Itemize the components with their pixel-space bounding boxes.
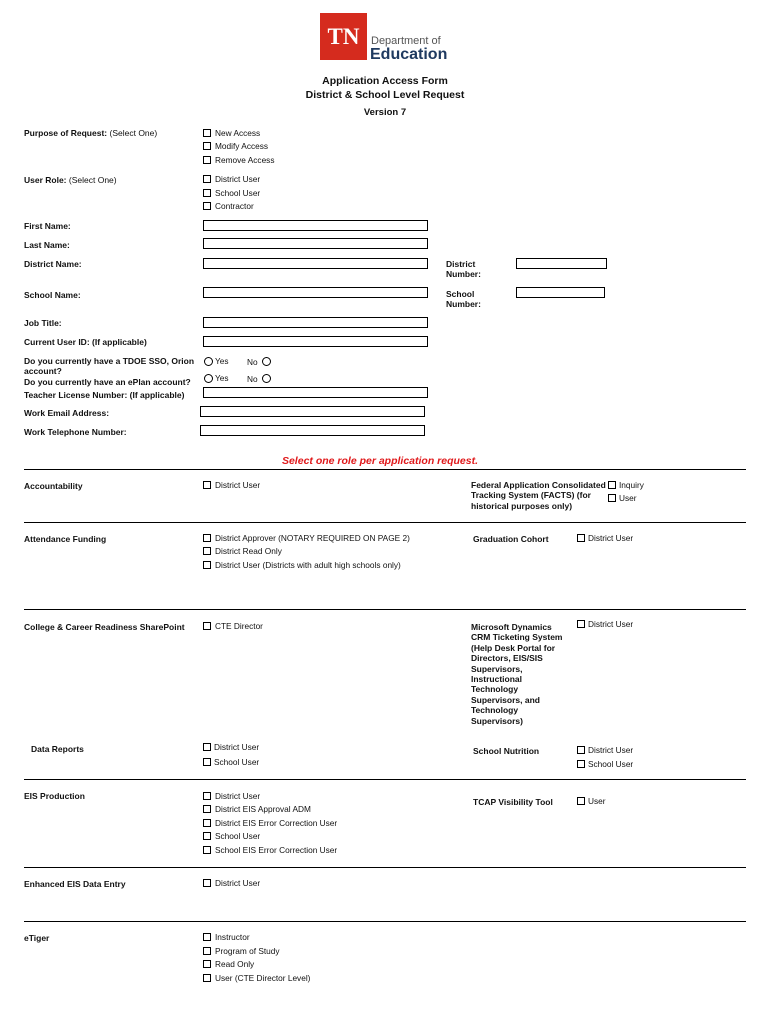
option-label: District User (Districts with adult high schools only) bbox=[215, 560, 401, 570]
first-name-label: First Name: bbox=[24, 221, 71, 231]
divider bbox=[24, 779, 746, 780]
checkbox-eis-district[interactable] bbox=[203, 792, 211, 800]
checkbox-attendance-approver[interactable] bbox=[203, 534, 211, 542]
school-number-label: School Number: bbox=[446, 289, 481, 310]
form-version: Version 7 bbox=[363, 107, 407, 118]
checkbox-eis-school[interactable] bbox=[203, 832, 211, 840]
option-label: User (CTE Director Level) bbox=[215, 973, 311, 983]
no-label: No bbox=[247, 374, 258, 384]
option-label: District User bbox=[588, 745, 634, 755]
sso-yes-radio[interactable] bbox=[204, 357, 213, 366]
school-number-field[interactable] bbox=[516, 287, 605, 298]
form-title: Application Access Form bbox=[322, 75, 448, 87]
job-title-label: Job Title: bbox=[24, 318, 62, 328]
section-facts: Federal Application Consolidated Tracking System (FACTS) (for historical purposes only) bbox=[471, 480, 606, 511]
form-subtitle: District & School Level Request bbox=[305, 89, 465, 101]
option-label: District Approver (NOTARY REQUIRED ON PAGE 2) bbox=[215, 533, 410, 543]
logo-name: Education bbox=[370, 46, 448, 63]
option-label: New Access bbox=[215, 128, 261, 138]
checkbox-district-user[interactable] bbox=[203, 175, 211, 183]
checkbox-etiger-user[interactable] bbox=[203, 974, 211, 982]
checkbox-accountability-district[interactable] bbox=[203, 481, 211, 489]
district-name-field[interactable] bbox=[203, 258, 428, 269]
checkbox-etiger-read-only[interactable] bbox=[203, 960, 211, 968]
sso-question: Do you currently have a TDOE SSO, Orion account? bbox=[24, 356, 195, 377]
section-enhanced-eis: Enhanced EIS Data Entry bbox=[24, 879, 126, 889]
section-tcap: TCAP Visibility Tool bbox=[473, 797, 553, 807]
checkbox-enhanced-district[interactable] bbox=[203, 879, 211, 887]
role-notice: Select one role per application request. bbox=[281, 455, 479, 467]
checkbox-modify-access[interactable] bbox=[203, 142, 211, 150]
option-label: Instructor bbox=[215, 932, 250, 942]
logo-dept: Department of bbox=[371, 35, 441, 47]
checkbox-eis-school-error[interactable] bbox=[203, 846, 211, 854]
option-label: School User bbox=[588, 759, 634, 769]
license-label: Teacher License Number: (If applicable) bbox=[24, 390, 185, 400]
divider bbox=[24, 609, 746, 610]
checkbox-new-access[interactable] bbox=[203, 129, 211, 137]
yes-label: Yes bbox=[215, 373, 229, 383]
eplan-question: Do you currently have an ePlan account? bbox=[24, 377, 191, 387]
section-crm: Microsoft Dynamics CRM Ticketing System (Help Desk Portal for Directors, EIS/SIS Supervisors, Instructional Technology Supervisors, and Technology Supervisors) bbox=[471, 622, 563, 726]
no-label: No bbox=[247, 357, 258, 367]
checkbox-data-reports-school[interactable] bbox=[203, 758, 211, 766]
option-label: District Read Only bbox=[215, 546, 282, 556]
section-graduation: Graduation Cohort bbox=[473, 534, 549, 544]
checkbox-eis-district-error[interactable] bbox=[203, 819, 211, 827]
license-field[interactable] bbox=[203, 387, 428, 398]
yes-label: Yes bbox=[215, 356, 229, 366]
option-label: Program of Study bbox=[215, 946, 280, 956]
option-label: Read Only bbox=[215, 959, 255, 969]
phone-label: Work Telephone Number: bbox=[24, 427, 127, 437]
checkbox-nutrition-district[interactable] bbox=[577, 746, 585, 754]
divider bbox=[24, 921, 746, 922]
checkbox-remove-access[interactable] bbox=[203, 156, 211, 164]
checkbox-facts-inquiry[interactable] bbox=[608, 481, 616, 489]
section-attendance: Attendance Funding bbox=[24, 534, 107, 544]
purpose-label: Purpose of Request: (Select One) bbox=[24, 128, 158, 138]
option-label: Remove Access bbox=[215, 155, 275, 165]
option-label: Modify Access bbox=[215, 141, 269, 151]
section-nutrition: School Nutrition bbox=[473, 746, 540, 756]
section-ccr: College & Career Readiness SharePoint bbox=[24, 622, 185, 632]
option-label: School EIS Error Correction User bbox=[215, 845, 338, 855]
school-name-field[interactable] bbox=[203, 287, 428, 298]
current-user-id-label: Current User ID: (If applicable) bbox=[24, 337, 147, 347]
district-number-field[interactable] bbox=[516, 258, 607, 269]
checkbox-etiger-instructor[interactable] bbox=[203, 933, 211, 941]
option-label: District User bbox=[215, 791, 261, 801]
option-label: District User bbox=[214, 742, 260, 752]
option-label: Inquiry bbox=[619, 480, 644, 490]
checkbox-facts-user[interactable] bbox=[608, 494, 616, 502]
checkbox-eis-approval[interactable] bbox=[203, 805, 211, 813]
checkbox-crm-district[interactable] bbox=[577, 620, 585, 628]
role-label: User Role: (Select One) bbox=[24, 175, 117, 185]
email-field[interactable] bbox=[200, 406, 425, 417]
option-label: User bbox=[619, 493, 637, 503]
school-name-label: School Name: bbox=[24, 290, 81, 300]
sso-no-radio[interactable] bbox=[262, 357, 271, 366]
job-title-field[interactable] bbox=[203, 317, 428, 328]
divider bbox=[24, 469, 746, 470]
email-label: Work Email Address: bbox=[24, 408, 110, 418]
checkbox-etiger-program[interactable] bbox=[203, 947, 211, 955]
option-label: School User bbox=[215, 188, 261, 198]
last-name-label: Last Name: bbox=[24, 240, 70, 250]
option-label: District EIS Error Correction User bbox=[215, 818, 338, 828]
option-label: School User bbox=[214, 757, 260, 767]
option-label: District User bbox=[215, 480, 261, 490]
option-label: User bbox=[588, 796, 606, 806]
section-data-reports: Data Reports bbox=[31, 744, 84, 754]
checkbox-tcap-user[interactable] bbox=[577, 797, 585, 805]
option-label: District User bbox=[588, 533, 634, 543]
eplan-yes-radio[interactable] bbox=[204, 374, 213, 383]
district-name-label: District Name: bbox=[24, 259, 82, 269]
section-accountability: Accountability bbox=[24, 481, 83, 491]
checkbox-nutrition-school[interactable] bbox=[577, 760, 585, 768]
checkbox-grad-district[interactable] bbox=[577, 534, 585, 542]
option-label: District User bbox=[215, 174, 261, 184]
district-number-label: District Number: bbox=[446, 259, 481, 280]
checkbox-data-reports-district[interactable] bbox=[203, 743, 211, 751]
checkbox-cte-director[interactable] bbox=[203, 622, 211, 630]
option-label: CTE Director bbox=[215, 621, 263, 631]
option-label: District User bbox=[588, 619, 634, 629]
current-user-id-field[interactable] bbox=[203, 336, 428, 347]
checkbox-attendance-read-only[interactable] bbox=[203, 547, 211, 555]
eplan-no-radio[interactable] bbox=[262, 374, 271, 383]
option-label: Contractor bbox=[215, 201, 254, 211]
option-label: District User bbox=[215, 878, 261, 888]
tn-logo-box: TN bbox=[320, 13, 367, 60]
checkbox-contractor[interactable] bbox=[203, 202, 211, 210]
first-name-field[interactable] bbox=[203, 220, 428, 231]
phone-field[interactable] bbox=[200, 425, 425, 436]
last-name-field[interactable] bbox=[203, 238, 428, 249]
divider bbox=[24, 522, 746, 523]
checkbox-school-user[interactable] bbox=[203, 189, 211, 197]
checkbox-attendance-district-user[interactable] bbox=[203, 561, 211, 569]
section-etiger: eTiger bbox=[24, 933, 50, 943]
option-label: District EIS Approval ADM bbox=[215, 804, 311, 814]
option-label: School User bbox=[215, 831, 261, 841]
tn-logo bbox=[320, 13, 455, 65]
section-eis-production: EIS Production bbox=[24, 791, 85, 801]
divider bbox=[24, 867, 746, 868]
